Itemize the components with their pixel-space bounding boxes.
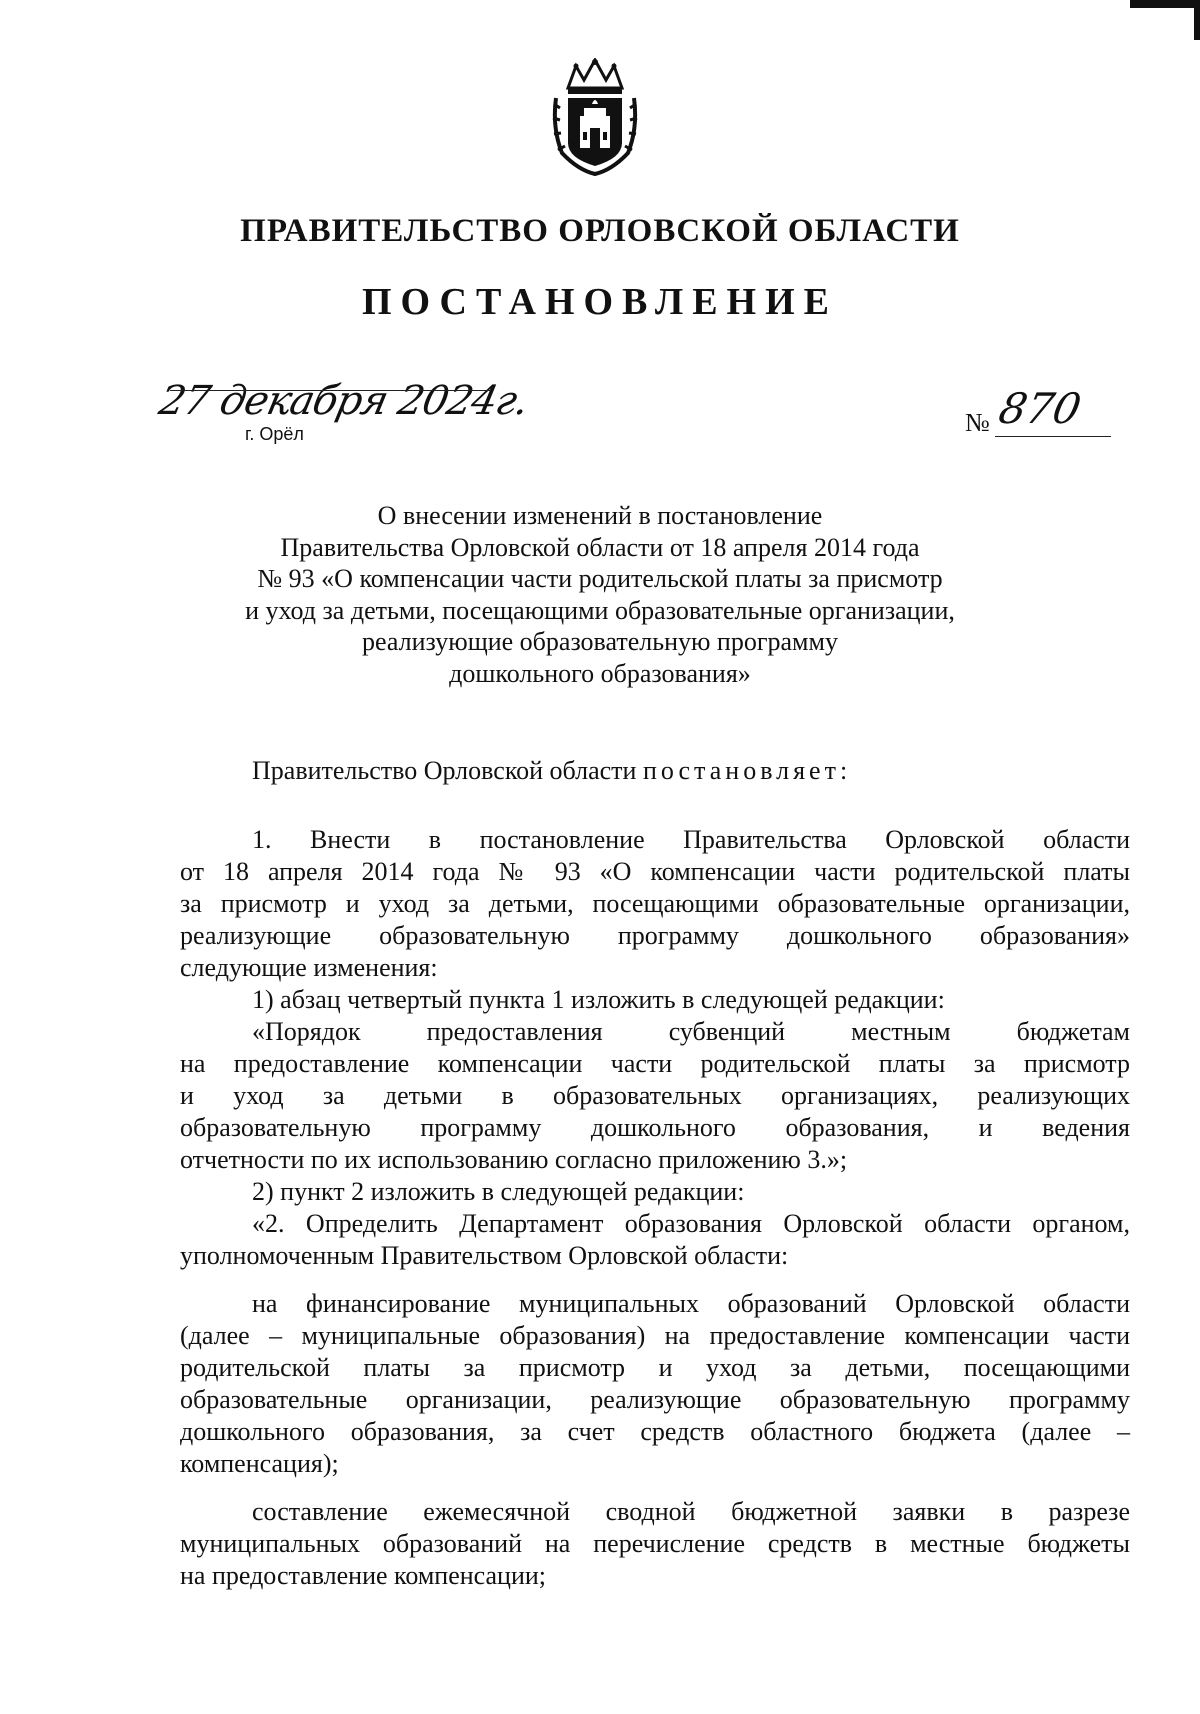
document-type-heading: ПОСТАНОВЛЕНИЕ	[361, 281, 839, 323]
preamble-text: Правительство Орловской области	[252, 756, 637, 785]
body-line: отчетности по их использованию согласно приложению 3.»;	[180, 1145, 848, 1174]
body-line: дошкольного образования, за счет средств областного бюджета (далее –	[180, 1417, 1130, 1446]
subject-line: реализующие образовательную программу	[362, 627, 838, 656]
body-line: родительской платы за присмотр и уход за детьми, посещающими	[180, 1353, 1130, 1382]
body-line: образовательную программу дошкольного образования, и ведения	[180, 1113, 1130, 1142]
body-line: 1. Внести в постановление Правительства Орловской области	[252, 825, 1130, 854]
body-line: и уход за детьми в образовательных организациях, реализующих	[180, 1081, 1130, 1110]
body-line: на финансирование муниципальных образований Орловской области	[252, 1289, 1130, 1318]
body-line: 2) пункт 2 изложить в следующей редакции:	[252, 1177, 745, 1206]
handwritten-date: 27 декабря 2024г.	[155, 378, 533, 424]
body-line: составление ежемесячной сводной бюджетной заявки в разрезе	[252, 1497, 1130, 1526]
body-line: за присмотр и уход за детьми, посещающими образовательные организации,	[180, 889, 1130, 918]
date-underline	[170, 390, 490, 391]
body-line: на предоставление компенсации;	[180, 1561, 547, 1590]
scan-corner-mark	[1130, 0, 1200, 8]
body-line: реализующие образовательную программу дошкольного образования»	[180, 921, 1130, 950]
document-subject	[180, 500, 1020, 689]
subject-line: и уход за детьми, посещающими образовательные организации,	[245, 595, 955, 625]
handwritten-number: 870	[994, 384, 1086, 433]
body-line: компенсация);	[180, 1449, 339, 1478]
subject-line: дошкольного образования»	[449, 658, 751, 688]
subject-line: Правительства Орловской области от 18 апреля 2014 года	[280, 532, 920, 562]
body-line: «Порядок предоставления субвенций местным бюджетам	[252, 1017, 1130, 1046]
preamble	[252, 756, 851, 786]
body-line: на предоставление компенсации части родительской платы за присмотр	[180, 1049, 1130, 1078]
body-line: (далее – муниципальные образования) на предоставление компенсации части	[180, 1321, 1130, 1350]
coat-of-arms-emblem	[548, 58, 643, 176]
body-line: уполномоченным Правительством Орловской области:	[180, 1241, 789, 1270]
scan-corner-mark-vertical	[1194, 0, 1200, 40]
subject-line: О внесении изменений в постановление	[377, 501, 823, 530]
body-line: «2. Определить Департамент образования Орловской области органом,	[252, 1209, 1130, 1238]
body-line: образовательные организации, реализующие образовательную программу	[180, 1385, 1130, 1414]
number-label: №	[965, 408, 990, 437]
body-line: следующие изменения:	[180, 953, 438, 982]
body-line: 1) абзац четвертый пункта 1 изложить в следующей редакции:	[252, 985, 945, 1014]
government-title: ПРАВИТЕЛЬСТВО ОРЛОВСКОЙ ОБЛАСТИ	[240, 213, 960, 249]
city-label: г. Орёл	[245, 424, 304, 444]
subject-line: № 93 «О компенсации части родительской платы за присмотр	[257, 564, 943, 593]
preamble-verb: постановляет:	[642, 756, 852, 785]
body-line: муниципальных образований на перечисление средств в местные бюджеты	[180, 1529, 1130, 1558]
number-underline	[995, 436, 1111, 437]
body-line: от 18 апреля 2014 года № 93 «О компенсации части родительской платы	[180, 857, 1130, 886]
